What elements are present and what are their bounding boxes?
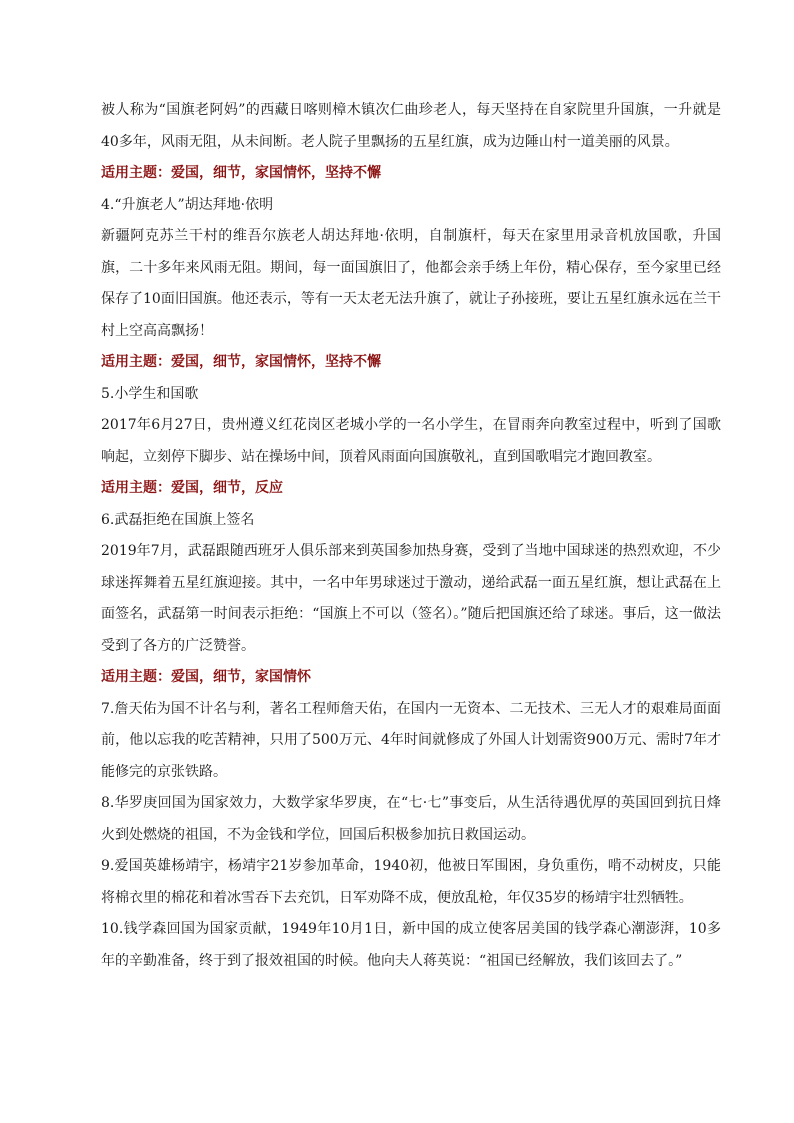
- paragraph-pupil-anthem: 2017年6月27日，贵州遵义红花岗区老城小学的一名小学生，在冒雨奔向教室过程中，听到了国歌响起，立刻停下脚步、站在操场中间，顶着风雨面向国旗敬礼，直到国歌唱完才跑回教室。: [101, 417, 721, 465]
- paragraph-wu-lei: 2019年7月，武磊跟随西班牙人俱乐部来到英国参加热身赛，受到了当地中国球迷的热烈欢迎，不少球迷挥舞着五星红旗迎接。其中，一名中年男球迷过于激动，递给武磊一面五星红旗，想让武磊在上面签名，武磊第一时间表示拒绝：“国旗上不可以（签名）。”随后把国旗还给了球迷。事后，这一做法受到了各方的广泛赞誉。: [101, 543, 721, 654]
- heading-item-6: 6.武磊拒绝在国旗上签名: [101, 511, 255, 528]
- theme-line-1: 适用主题：爱国，细节，家国情怀，坚持不懈: [101, 165, 381, 181]
- paragraph-hudabaidi: 新疆阿克苏兰干村的维吾尔族老人胡达拜地·依明，自制旗杆，每天在家里用录音机放国歌，升国旗，二十多年来风雨无阻。期间，每一面国旗旧了，他都会亲手绣上年份，精心保存，至今家里已经保存了10面旧国旗。他还表示，等有一天太老无法升旗了，就让子孙接班，要让五星红旗永远在兰干村上空高高飘扬！: [101, 228, 721, 339]
- paragraph-item-8: 8.华罗庚回国为国家效力，大数学家华罗庚，在“七·七”事变后，从生活待遇优厚的英国回到抗日烽火到处燃烧的祖国，不为金钱和学位，回国后积极参加抗日救国运动。: [101, 795, 721, 843]
- heading-item-4: 4.“升旗老人”胡达拜地·依明: [101, 196, 274, 213]
- paragraph-item-10: 10.钱学森回国为国家贡献，1949年10月1日，新中国的成立使客居美国的钱学森心潮澎湃，10多年的辛勤准备，终于到了报效祖国的时候。他向夫人蒋英说：“祖国已经解放，我们该回去了。”: [101, 921, 721, 969]
- theme-line-4: 适用主题：爱国，细节，家国情怀: [101, 669, 311, 685]
- paragraph-item-9: 9.爱国英雄杨靖宇，杨靖宇21岁参加革命，1940初，他被日军围困，身负重伤，啃不动树皮，只能将棉衣里的棉花和着冰雪吞下去充饥，日军劝降不成，便放乱枪，年仅35岁的杨靖宇壮烈牺牲。: [101, 858, 721, 906]
- theme-line-2: 适用主题：爱国，细节，家国情怀，坚持不懈: [101, 354, 381, 370]
- document-page: [101, 95, 721, 977]
- theme-line-3: 适用主题：爱国，细节，反应: [101, 480, 283, 496]
- paragraph-item-7: 7.詹天佑为国不计名与利，著名工程师詹天佑，在国内一无资本、二无技术、三无人才的艰难局面面前，他以忘我的吃苦精神，只用了500万元、4年时间就修成了外国人计划需资900万元、需时7年才能修完的京张铁路。: [101, 700, 721, 780]
- paragraph-ci-ren-qu-zhen: 被人称为“国旗老阿妈”的西藏日喀则樟木镇次仁曲珍老人，每天坚持在自家院里升国旗，一升就是40多年，风雨无阻，从未间断。老人院子里飘扬的五星红旗，成为边陲山村一道美丽的风景。: [101, 102, 721, 150]
- heading-item-5: 5.小学生和国歌: [101, 385, 199, 402]
